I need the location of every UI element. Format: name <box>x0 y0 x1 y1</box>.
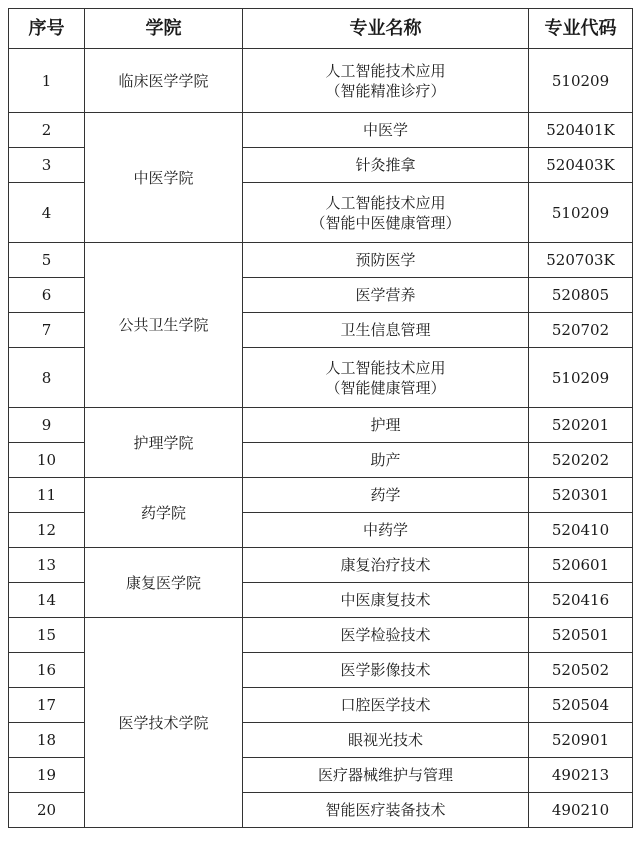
major-name: 人工智能技术应用 <box>325 358 446 377</box>
school-cell: 公共卫生学院 <box>85 243 243 408</box>
header-code: 专业代码 <box>529 9 633 49</box>
major-cell: 预防医学 <box>243 243 529 278</box>
row-number: 16 <box>9 653 85 688</box>
major-cell: 药学 <box>243 478 529 513</box>
major-cell: 中医康复技术 <box>243 583 529 618</box>
major-name: 人工智能技术应用 <box>325 61 446 80</box>
row-number: 15 <box>9 618 85 653</box>
major-cell: 智能医疗装备技术 <box>243 793 529 828</box>
header-major: 专业名称 <box>243 9 529 49</box>
major-direction: （智能精准诊疗） <box>325 81 446 100</box>
major-cell: 医疗器械维护与管理 <box>243 758 529 793</box>
major-cell <box>243 183 529 243</box>
header-no: 序号 <box>9 9 85 49</box>
row-number: 18 <box>9 723 85 758</box>
major-cell: 护理 <box>243 408 529 443</box>
major-cell: 眼视光技术 <box>243 723 529 758</box>
major-cell: 医学检验技术 <box>243 618 529 653</box>
row-number: 20 <box>9 793 85 828</box>
row-number: 14 <box>9 583 85 618</box>
major-cell <box>243 49 529 113</box>
major-cell: 中药学 <box>243 513 529 548</box>
row-number: 8 <box>9 348 85 408</box>
row-number: 9 <box>9 408 85 443</box>
major-cell <box>243 348 529 408</box>
table-row <box>9 478 633 513</box>
table-row <box>9 243 633 278</box>
code-cell: 520410 <box>529 513 633 548</box>
table-row <box>9 548 633 583</box>
major-cell: 中医学 <box>243 113 529 148</box>
code-cell: 520502 <box>529 653 633 688</box>
code-cell: 520702 <box>529 313 633 348</box>
row-number: 5 <box>9 243 85 278</box>
code-cell: 520202 <box>529 443 633 478</box>
code-cell: 520703K <box>529 243 633 278</box>
row-number: 7 <box>9 313 85 348</box>
major-cell: 卫生信息管理 <box>243 313 529 348</box>
code-cell: 510209 <box>529 183 633 243</box>
table-header-row <box>9 9 633 49</box>
code-cell: 520601 <box>529 548 633 583</box>
major-cell: 医学营养 <box>243 278 529 313</box>
school-cell: 中医学院 <box>85 113 243 243</box>
table-row <box>9 113 633 148</box>
code-cell: 520401K <box>529 113 633 148</box>
code-cell: 520201 <box>529 408 633 443</box>
row-number: 17 <box>9 688 85 723</box>
row-number: 11 <box>9 478 85 513</box>
row-number: 4 <box>9 183 85 243</box>
major-cell: 针灸推拿 <box>243 148 529 183</box>
table-row <box>9 49 633 113</box>
code-cell: 520403K <box>529 148 633 183</box>
school-cell: 药学院 <box>85 478 243 548</box>
row-number: 2 <box>9 113 85 148</box>
code-cell: 520416 <box>529 583 633 618</box>
code-cell: 510209 <box>529 49 633 113</box>
row-number: 3 <box>9 148 85 183</box>
row-number: 1 <box>9 49 85 113</box>
row-number: 12 <box>9 513 85 548</box>
major-cell: 康复治疗技术 <box>243 548 529 583</box>
major-direction: （智能中医健康管理） <box>310 213 461 232</box>
code-cell: 520501 <box>529 618 633 653</box>
header-school: 学院 <box>85 9 243 49</box>
code-cell: 520805 <box>529 278 633 313</box>
major-cell: 口腔医学技术 <box>243 688 529 723</box>
major-cell: 助产 <box>243 443 529 478</box>
code-cell: 520504 <box>529 688 633 723</box>
code-cell: 510209 <box>529 348 633 408</box>
code-cell: 490210 <box>529 793 633 828</box>
row-number: 6 <box>9 278 85 313</box>
row-number: 13 <box>9 548 85 583</box>
row-number: 19 <box>9 758 85 793</box>
major-cell: 医学影像技术 <box>243 653 529 688</box>
table-row <box>9 618 633 653</box>
major-name: 人工智能技术应用 <box>325 193 446 212</box>
school-cell: 医学技术学院 <box>85 618 243 828</box>
code-cell: 520301 <box>529 478 633 513</box>
school-cell: 康复医学院 <box>85 548 243 618</box>
code-cell: 520901 <box>529 723 633 758</box>
code-cell: 490213 <box>529 758 633 793</box>
school-cell: 护理学院 <box>85 408 243 478</box>
major-direction: （智能健康管理） <box>325 378 446 397</box>
row-number: 10 <box>9 443 85 478</box>
school-cell: 临床医学学院 <box>85 49 243 113</box>
majors-table <box>8 8 633 828</box>
table-row <box>9 408 633 443</box>
